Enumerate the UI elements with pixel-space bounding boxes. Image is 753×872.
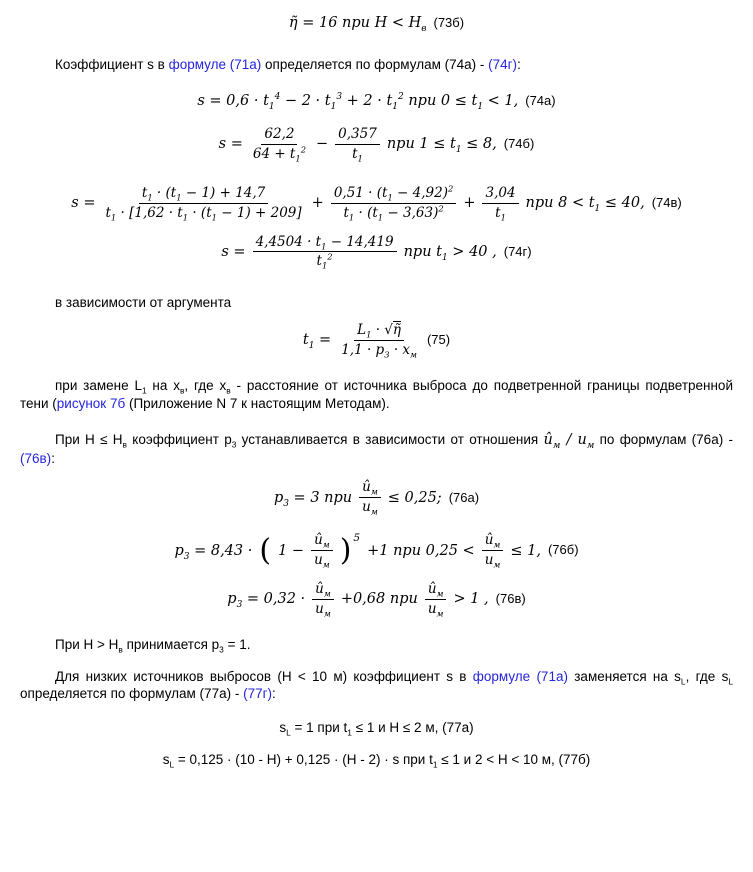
inner-term: 1 − [278, 542, 305, 559]
numerator: $û_м$ [312, 581, 334, 600]
plus-sign: + [311, 195, 324, 212]
formula-77b-row [20, 751, 733, 769]
fraction [312, 581, 334, 618]
condition-text: при $8 < t_1 \le 40$, [525, 195, 645, 215]
text-segment: : [51, 450, 55, 466]
link-figure-7b[interactable]: рисунок 7б [56, 395, 126, 411]
denominator: $t_1^2$ [316, 251, 333, 272]
exponent-5: 5 [353, 532, 361, 545]
formula-74b-lhs: s = [218, 136, 243, 153]
paragraph-xv-definition [20, 377, 733, 413]
formula-74g-row [20, 234, 733, 271]
formula-76a-lhs: $p_3 = 3$ при [273, 489, 353, 509]
formula-76v-lhs: $p_3 = 0,32$ · [227, 591, 306, 611]
formula-74v-lhs: s = [71, 195, 96, 212]
text-segment: (Приложение N 7 к настоящим Методам). [125, 395, 390, 411]
condition-text: ≤ 1, [510, 542, 541, 559]
text-segment: в зависимости от аргумента [55, 295, 232, 311]
formula-74b-label: (74б) [503, 136, 535, 152]
formula-74v-row [20, 185, 733, 222]
formula-74v-label: (74в) [651, 195, 682, 211]
text-segment: заменяется на $s_L$, где $s_L$ определяется по формулам (77а) - [20, 668, 733, 702]
minus-sign: − [316, 136, 329, 153]
denominator: $u_м$ [314, 552, 330, 570]
numerator: $û_м$ [482, 532, 504, 551]
numerator: $0,51 \cdot (t_1 - 4,92)^2$ [331, 185, 457, 204]
text-segment: Для низких источников выбросов (H < 10 м) коэффициент s в [55, 668, 473, 684]
formula-76b-label: (76б) [547, 542, 579, 558]
denominator: $t_1$ [352, 145, 363, 164]
text-segment: : [272, 686, 276, 702]
formula-76b-row [20, 532, 733, 569]
text-segment: при замене $L_1$ на $x_в$, где $x_в$ - расстояние от источника выброса до подветренной границы подветренной тени ( [20, 377, 733, 411]
formula-74g-lhs: s = [221, 243, 246, 260]
paragraph-p3-condition [20, 431, 733, 468]
link-formula-71a[interactable]: формуле (71а) [472, 668, 568, 684]
fraction [338, 322, 420, 359]
link-formula-77g[interactable]: (77г) [243, 686, 273, 702]
paragraph-low-sources [20, 668, 733, 704]
numerator: 3,04 [482, 185, 518, 204]
right-paren: ) [339, 532, 352, 568]
text-segment: определяется по формулам (74а) - [261, 57, 489, 73]
formula-77a-row [20, 719, 733, 737]
paragraph-p3-equals-1 [20, 636, 733, 654]
denominator: $1,1 \cdot p_3 \cdot x_м$ [341, 342, 417, 360]
fraction [425, 581, 447, 618]
formula-74a-row [20, 92, 733, 110]
formula-73b-body: η̃ = 16 при $H < H_в$ [288, 15, 427, 34]
link-formula-76v[interactable]: (76в) [20, 450, 52, 466]
denominator: $u_м$ [362, 499, 378, 517]
formula-73b-label: (73б) [433, 14, 465, 30]
formula-76a-row [20, 479, 733, 516]
fraction [102, 185, 304, 222]
formula-74a-label: (74а) [525, 92, 556, 108]
denominator: $t_1 \cdot (t_1 - 3,63)^2$ [343, 203, 444, 223]
denominator: $64 + t_1^2$ [252, 144, 307, 164]
fraction [482, 185, 518, 222]
fraction [482, 532, 504, 569]
fraction [335, 126, 380, 163]
formula-74b-row [20, 126, 733, 163]
condition-text: при $t_1 > 40$ , [403, 243, 497, 263]
paragraph-s-coefficient [20, 56, 733, 74]
text-segment: по формулам (76а) - [594, 431, 733, 447]
denominator: $t_1$ [495, 204, 506, 223]
fraction [331, 185, 457, 222]
numerator: $û_м$ [425, 581, 447, 600]
plus-sign: + [463, 195, 476, 212]
fraction [250, 126, 309, 163]
formula-74a-body: $s = 0,6 \cdot t_1^4 - 2 \cdot t_1^3 + 2 \cdot t_1^2$ при $0 \le t_1 < 1$, [197, 92, 519, 112]
numerator: 62,2 [261, 126, 297, 145]
link-formula-71a[interactable]: формуле (71а) [168, 57, 262, 73]
formula-74g-label: (74г) [503, 243, 532, 259]
numerator: $û_м$ [311, 532, 333, 551]
text-segment: При $H \le H_в$ коэффициент $p_3$ устанавливается в зависимости от отношения [55, 431, 544, 450]
numerator: $L_1$ · √η̃ [354, 322, 404, 341]
condition-text: +1 при 0,25 < [367, 542, 475, 559]
text-segment: : [517, 57, 521, 73]
condition-text: ≤ 0,25; [387, 489, 442, 506]
link-formula-74g[interactable]: (74г) [488, 57, 518, 73]
formula-77a-body: $s_L = 1$ при $t_1 \le 1$ и H ≤ 2 м, (77а) [279, 720, 474, 738]
fraction [311, 532, 333, 569]
text-segment: При $H > H_в$ принимается $p_3 = 1$. [55, 636, 251, 655]
condition-text: +0,68 при [340, 591, 418, 608]
formula-75-row [20, 322, 733, 359]
denominator: $u_м$ [427, 600, 444, 619]
formula-76b-lhs: $p_3 = 8,43$ · [174, 542, 253, 562]
formula-76v-label: (76в) [495, 591, 526, 607]
condition-text: при $1 \le t_1 \le 8$, [386, 136, 497, 156]
inline-math-um-ratio: $û_м / u_м$ [543, 431, 595, 451]
formula-76v-row [20, 581, 733, 618]
formula-73b-row [20, 14, 733, 32]
formula-77b-body: $s_L = 0,125 \cdot (10 - H) + 0,125 \cdot (H - 2) \cdot s$ при $t_1 \le 1$ и 2 < H < 10 м, (77б) [162, 751, 591, 770]
numerator: $4,4504 \cdot t_1 - 14,419$ [253, 234, 397, 253]
left-paren: ( [259, 532, 272, 568]
formula-76a-label: (76а) [448, 489, 480, 505]
formula-75-label: (75) [426, 332, 451, 348]
condition-text: > 1 , [453, 591, 489, 608]
fraction [253, 234, 397, 271]
numerator: $t_1 \cdot (t_1 - 1) + 14,7$ [139, 185, 268, 204]
paragraph-argument [20, 294, 733, 312]
denominator: $u_м$ [315, 600, 331, 619]
formula-75-lhs: $t_1$ = [302, 332, 332, 352]
denominator: $u_м$ [484, 552, 501, 570]
numerator: $û_м$ [359, 479, 381, 498]
numerator: 0,357 [335, 126, 380, 145]
text-segment: Коэффициент s в [55, 57, 169, 73]
fraction [359, 479, 381, 516]
denominator: $t_1 \cdot [1,62 \cdot t_1 \cdot (t_1 - 1) + 209]$ [105, 204, 302, 223]
